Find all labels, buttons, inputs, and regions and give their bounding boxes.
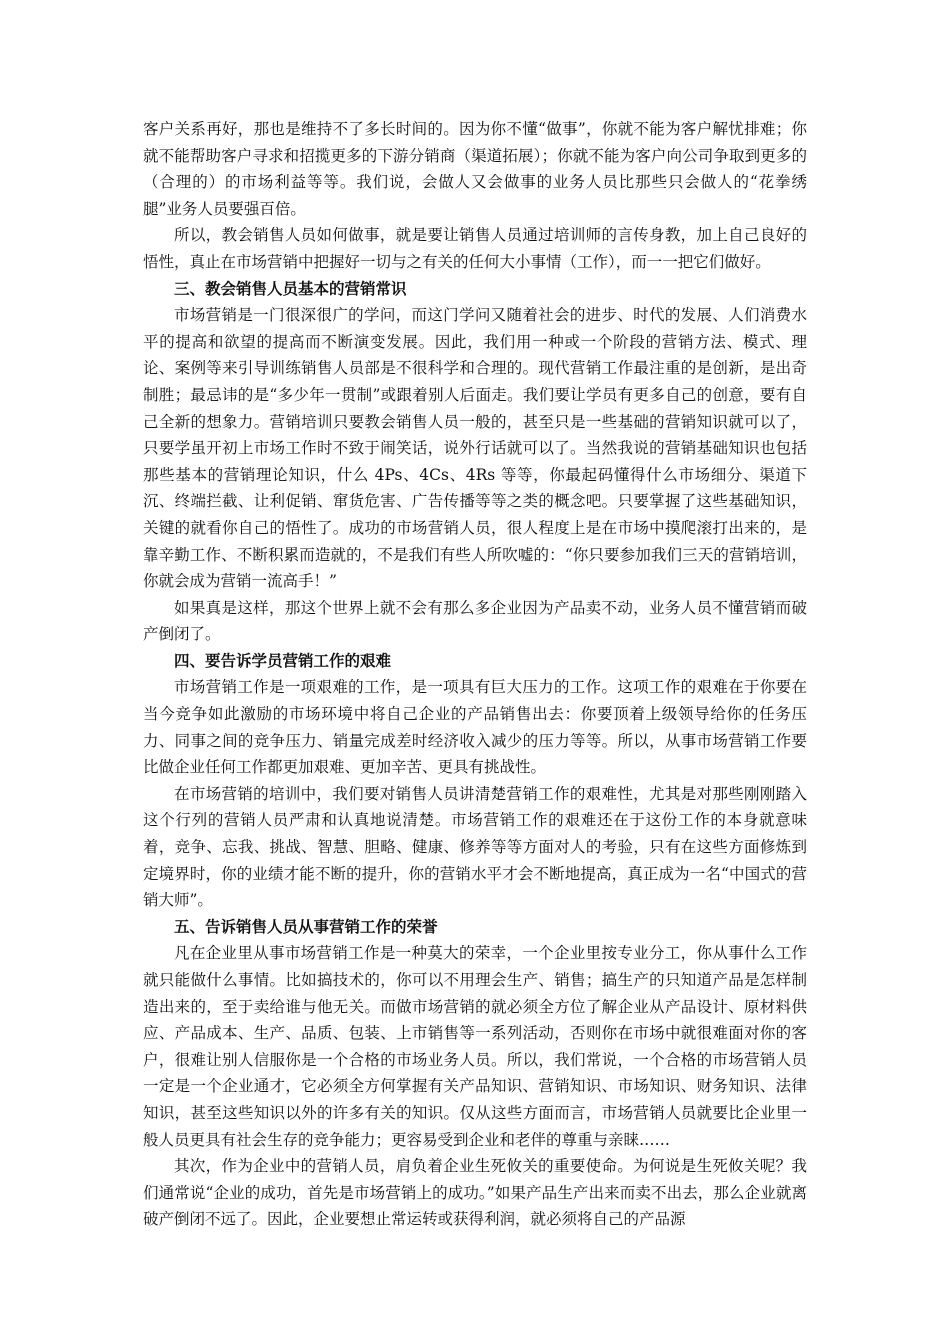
section-heading-5: 五、告诉销售人员从事营销工作的荣誉 bbox=[174, 917, 438, 936]
section-heading-4: 四、要告诉学员营销工作的艰难 bbox=[174, 651, 392, 670]
paragraph-1: 客户关系再好，那也是维持不了多长时间的。因为你不懂“做事”，你就不能为客户解忧排难；你就不能帮助客户寻求和招揽更多的下游分销商（渠道拓展）；你就不能为客户向公司争取到更多的（合理的）的市场利益等等。我们说，会做人又会做事的业务人员比那些只会做人的“花拳绣腿”业务人员要强百倍。 bbox=[143, 120, 807, 218]
paragraph-4: 市场营销是一门很深很广的学问，而这门学问又随着社会的进步、时代的发展、人们消费水平的提高和欲望的提高而不断演变发展。因此，我们用一种或一个阶段的营销方法、模式、理论、案例等来引导训练销售人员部是不很科学和合理的。现代营销工作最注重的是创新，是出奇制胜；最忌讳的是“多少年一贯制”或跟着别人后面走。我们要让学员有更多自己的创意，要有自己全新的想象力。营销培训只要教会销售人员一般的，甚至只是一些基础的营销知识就可以了，只要学虽开初上市场工作时不致于闹笑话，说外行话就可以了。当然我说的营销基础知识也包括那些基本的营销理论知识，什么 4Ps、4Cs、4Rs 等等，你最起码懂得什么市场细分、渠道下沉、终端拦截、让利促销、窜货危害、广告传播等等之类的概念吧。只要掌握了这些基础知识，关键的就看你自己的悟性了。成功的市场营销人员，很人程度上是在市场中摸爬滚打出来的，是靠辛勤工作、不断积累而造就的，不是我们有些人所吹嘘的：“你只要参加我们三天的营销培训，你就会成为营销一流高手！” bbox=[143, 306, 807, 591]
paragraph-2: 所以，教会销售人员如何做事，就是要让销售人员通过培训师的言传身教，加上自己良好的悟性，真止在市场营销中把握好一切与之有关的任何大小事情（工作），而一一把它们做好。 bbox=[143, 226, 807, 271]
paragraph-7: 市场营销工作是一项艰难的工作，是一项具有巨大压力的工作。这项工作的艰难在于你要在当今竞争如此激励的市场环境中将自己企业的产品销售出去：你要顶着上级领导给你的任务压力、同事之间的竞争压力、销量完成差时经济收入减少的压力等等。所以，从事市场营销工作要比做企业任何工作都更加艰难、更加辛苦、更具有挑战性。 bbox=[143, 678, 807, 777]
document-page bbox=[143, 116, 807, 1233]
paragraph-8: 在市场营销的培训中，我们要对销售人员讲清楚营销工作的艰难性，尤其是对那些刚刚踏入这个行列的营销人员严肃和认真地说清楚。市场营销工作的艰难还在于这份工作的本身就意味着，竞争、忘我、挑战、智慧、胆略、健康、修养等等方面对人的考验，只有在这些方面修炼到定境界时，你的业绩才能不断的提升，你的营销水平才会不断地提高，真正成为一名“中国式的营销大师”。 bbox=[143, 784, 807, 910]
paragraph-5: 如果真是这样，那这个世界上就不会有那么多企业因为产品卖不动，业务人员不懂营销而破产倒闭了。 bbox=[143, 598, 807, 644]
paragraph-11: 其次，作为企业中的营销人员，肩负着企业生死攸关的重要使命。为何说是生死攸关呢？我们通常说“企业的成功，首先是市场营销上的成功。”如果产品生产出来而卖不出去，那么企业就离破产倒闭不远了。因此，企业要想止常运转或获得利润，就必须将自己的产品源 bbox=[143, 1157, 807, 1229]
section-heading-3: 三、教会销售人员基本的营销常识 bbox=[174, 279, 407, 298]
paragraph-10: 凡在企业里从事市场营销工作是一种莫大的荣幸，一个企业里按专业分工，你从事什么工作就只能做什么事情。比如搞技术的，你可以不用理会生产、销售；搞生产的只知道产品是怎样制造出来的，至于卖给谁与他无关。而做市场营销的就必须全方位了解企业从产品设计、原材料供应、产品成本、生产、品质、包装、上市销售等一系列活动，否则你在市场中就很难面对你的客户，很难让别人信服你是一个合格的市场业务人员。所以，我们常说，一个合格的市场营销人员一定是一个企业通才，它必须全方何掌握有关产品知识、营销知识、市场知识、财务知识、法律知识，甚至这些知识以外的许多有关的知识。仅从这些方面而言，市场营销人员就要比企业里一般人员更具有社会生存的竞争能力；更容易受到企业和老伴的尊重与亲睐…… bbox=[143, 944, 807, 1149]
